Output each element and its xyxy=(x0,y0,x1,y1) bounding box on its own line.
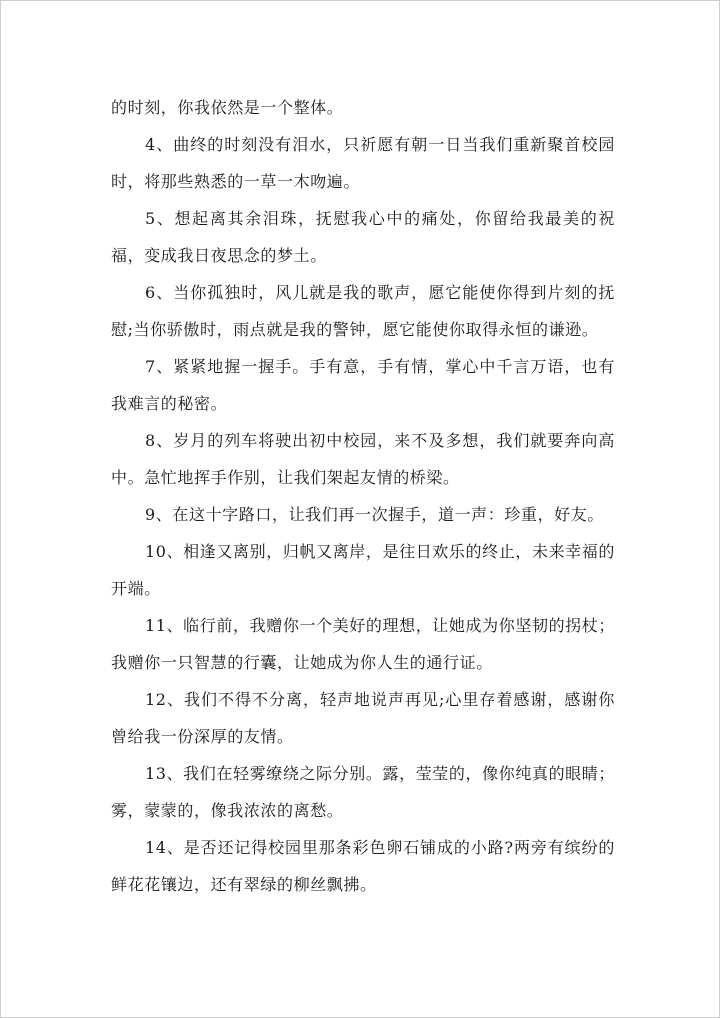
paragraph-6: 6、当你孤独时，风儿就是我的歌声，愿它能使你得到片刻的抚慰;当你骄傲时，雨点就是我的警钟，愿它能使你取得永恒的谦逊。 xyxy=(111,283,615,339)
paragraph-10: 10、相逢又离别，归帆又离岸，是往日欢乐的终止，未来幸福的开端。 xyxy=(111,542,615,598)
document-body xyxy=(111,89,615,903)
paragraph-7: 7、紧紧地握一握手。手有意，手有情，掌心中千言万语，也有我难言的秘密。 xyxy=(111,357,615,413)
paragraph-5: 5、想起离其余泪珠，抚慰我心中的痛处，你留给我最美的祝福，变成我日夜思念的梦土。 xyxy=(111,209,615,265)
paragraph-12: 12、我们不得不分离，轻声地说声再见;心里存着感谢，感谢你曾给我一份深厚的友情。 xyxy=(111,690,615,746)
paragraph-8: 8、岁月的列车将驶出初中校园，来不及多想，我们就要奔向高中。急忙地挥手作别，让我们架起友情的桥梁。 xyxy=(111,431,615,487)
paragraph-11: 11、临行前，我赠你一个美好的理想，让她成为你坚韧的拐杖；我赠你一只智慧的行囊，让她成为你人生的通行证。 xyxy=(111,616,615,672)
paragraph-continuation: 的时刻，你我依然是一个整体。 xyxy=(111,98,344,117)
paragraph-4: 4、曲终的时刻没有泪水，只祈愿有朝一日当我们重新聚首校园时，将那些熟悉的一草一木吻遍。 xyxy=(111,135,615,191)
paragraph-14: 14、是否还记得校园里那条彩色卵石铺成的小路?两旁有缤纷的鲜花花镶边，还有翠绿的柳丝飘拂。 xyxy=(111,838,615,894)
paragraph-9: 9、在这十字路口，让我们再一次握手，道一声：珍重，好友。 xyxy=(145,505,604,524)
paragraph-13: 13、我们在轻雾缭绕之际分别。露，莹莹的，像你纯真的眼睛；雾，蒙蒙的，像我浓浓的离愁。 xyxy=(111,764,615,820)
